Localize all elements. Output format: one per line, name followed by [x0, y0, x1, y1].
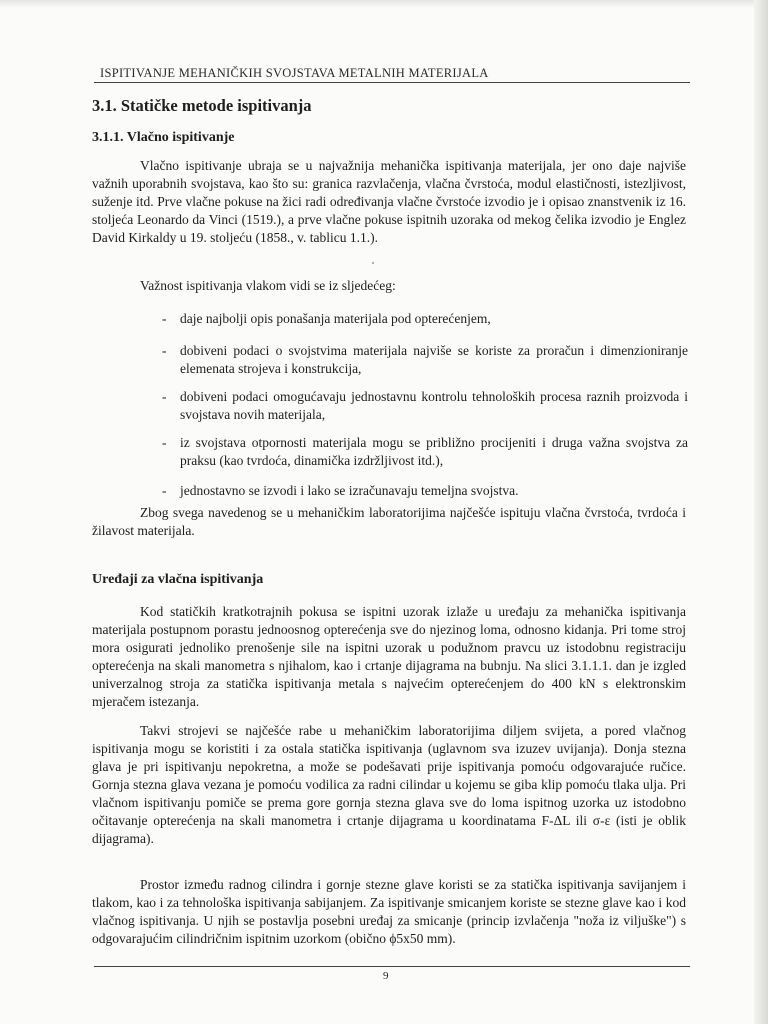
subsection-title: 3.1.1. Vlačno ispitivanje	[92, 130, 235, 145]
page-right-edge	[754, 0, 768, 1024]
paragraph-importance-lead: Važnost ispitivanja vlakom vidi se iz sljedećeg:	[140, 278, 396, 293]
paragraph-shear: Prostor između radnog cilindra i gornje stezne glave koristi se za statička ispitivanja savijanjem i tlakom, kao i za tehnološka ispitivanja sabijanjem. Za ispitivanje smicanjem koriste se stezne glave kao i kod vlačnog ispitivanja. U njih se postavlja posebni uređaj za smicanje (princip izvlačenja "noža iz viljuške") s odgovarajućim cilindričnim ispitnim uzorkom (obično ϕ5x50 mm).	[92, 877, 686, 946]
list-item-text: dobiveni podaci o svojstvima materijala najviše se koriste za proračun i dimenzioniranje elemenata strojeva i konstrukcija,	[180, 343, 688, 376]
header-rule	[94, 82, 690, 83]
bullet-dash: -	[162, 311, 167, 326]
list-item	[160, 434, 688, 470]
section-title: 3.1. Statičke metode ispitivanja	[92, 96, 312, 115]
devices-heading: Uređaji za vlačna ispitivanja	[92, 572, 264, 587]
paragraph-machines: Takvi strojevi se najčešće rabe u mehaničkim laboratorijima diljem svijeta, a pored vlačnog ispitivanja mogu se koristiti i za ostala statička ispitivanja (uglavnom sva izuzev uvijanja). Donja stezna glava je pri ispitivanju nepokretna, a može se podešavati prije ispitivanja pomoću odgovarajuće ručice. Gornja stezna glava vezana je pomoću vodilica za radni cilindar u kojemu se giba klip pomoću tlaka ulja. Pri vlačnom ispitivanju pomiče se prema gore gornja stezna glava sve do loma ispitnog uzorka uz istodobno očitavanje opterećenja na skali manometra i crtanje dijagrama u koordinatama F-ΔL ili σ-ε (isti je oblik dijagrama).	[92, 723, 686, 846]
list-item	[160, 482, 688, 500]
scan-speck	[372, 262, 374, 264]
importance-list	[160, 310, 688, 510]
paragraph-static-tests: Kod statičkih kratkotrajnih pokusa se ispitni uzorak izlaže u uređaju za mehanička ispitivanja materijala postupnom porastu jednoosnog opterećenja sve do njezinog loma, odnosno kidanja. Pri tome stroj mora osigurati jednoliko prenošenje sile na ispitni uzorak u podužnom pravcu uz istodobnu registraciju opterećenja na skali manometra s njihalom, kao i crtanje dijagrama na bubnju. Na slici 3.1.1.1. dan je izgled univerzalnog stroja za statička ispitivanja metala s najvećim opterećenjem do 400 kN s elektronskim mjeračem istezanja.	[92, 604, 686, 709]
list-item-text: dobiveni podaci omogućavaju jednostavnu kontrolu tehnoloških procesa raznih proizvoda i svojstava novih materijala,	[180, 389, 688, 422]
page-number: 9	[383, 970, 389, 982]
bullet-dash: -	[162, 483, 167, 498]
list-item	[160, 342, 688, 378]
list-item	[160, 388, 688, 424]
list-item-text: daje najbolji opis ponašanja materijala pod opterećenjem,	[180, 311, 491, 326]
paragraph-summary: Zbog svega navedenog se u mehaničkim laboratorijima najčešće ispituju vlačna čvrstoća, tvrdoća i žilavost materijala.	[92, 505, 686, 538]
running-header: ISPITIVANJE MEHANIČKIH SVOJSTAVA METALNIH MATERIJALA	[100, 66, 489, 80]
bullet-dash: -	[162, 343, 167, 358]
list-item-text: jednostavno se izvodi i lako se izračunavaju temeljna svojstva.	[180, 483, 519, 498]
list-item	[160, 310, 688, 328]
paragraph-intro: Vlačno ispitivanje ubraja se u najvažnija mehanička ispitivanja materijala, jer ono daje najviše važnih uporabnih svojstava, kao što su: granica razvlačenja, vlačna čvrstoća, modul elastičnosti, istezljivost, suženje itd. Prve vlačne pokuse na žici radi određivanja vlačne čvrstoće izvodio je i opisao znanstvenik iz 16. stoljeća Leonardo da Vinci (1519.), a prve vlačne pokuse ispitnih uzoraka od mekog čelika izvodio je Englez David Kirkaldy u 19. stoljeću (1858., v. tablicu 1.1.).	[92, 158, 686, 245]
bullet-dash: -	[162, 435, 167, 450]
list-item-text: iz svojstava otpornosti materijala mogu se približno procijeniti i druga važna svojstva za praksu (kao tvrdoća, dinamička izdržljivost itd.),	[180, 435, 688, 468]
footer-rule	[94, 966, 690, 967]
bullet-dash: -	[162, 389, 167, 404]
page-top-shadow	[0, 0, 768, 8]
